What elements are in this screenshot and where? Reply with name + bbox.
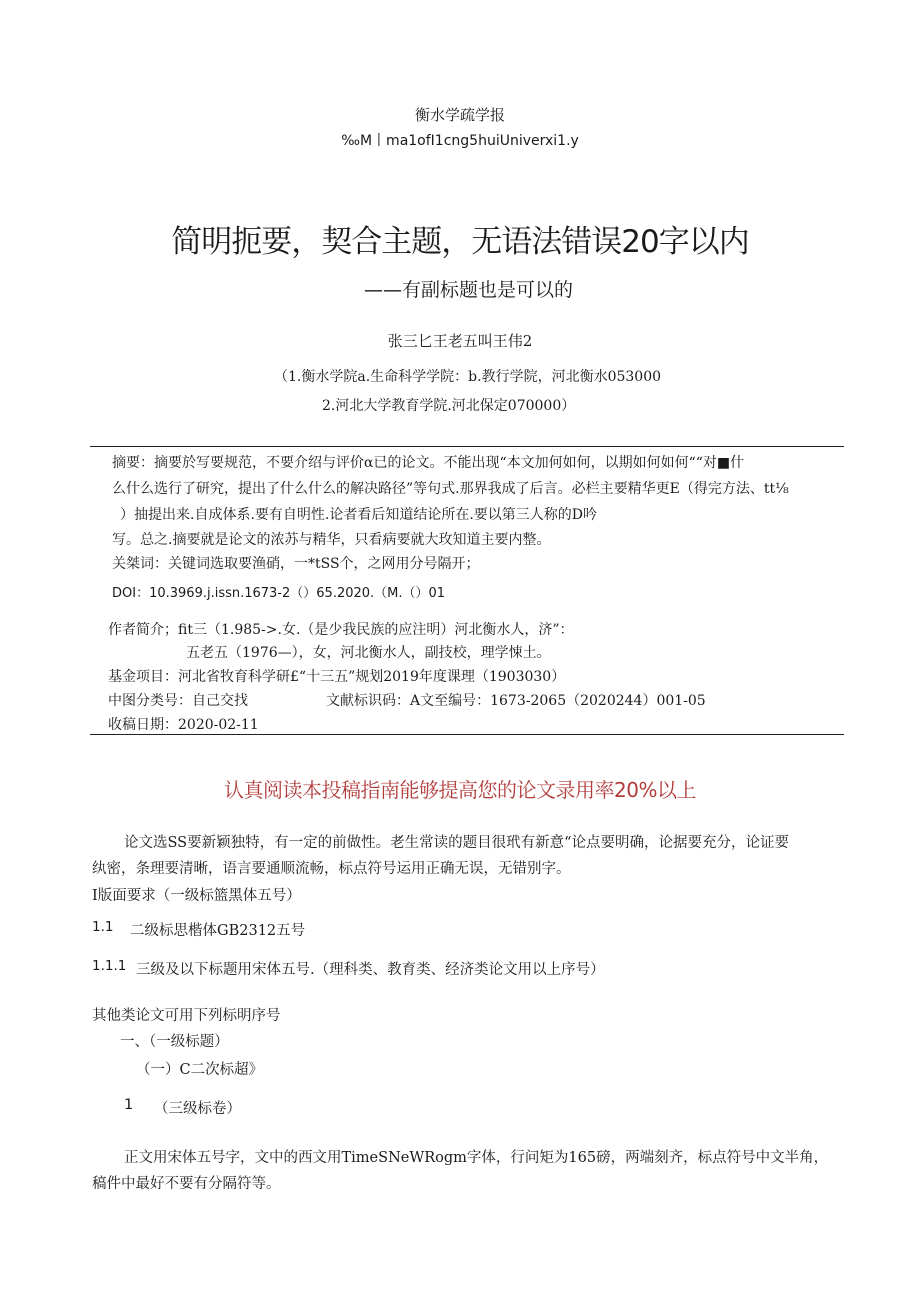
paragraph-line: 纨密，条理要清晰，语言要通顺流畅，标点符号运用正确无误，无错别字。 <box>92 861 571 877</box>
doi: DOI：10.3969.j.issn.1673-2（）65.2020.（M.（）01 <box>112 586 446 601</box>
abstract-line: 摘要：摘要於写要规范，不要介绍与评价α已的论文。不能出现“本文加何如何，以期如何如何““对■什 <box>112 455 745 471</box>
keywords: 关桀词：关键词选取要渔硝，一*tSS个，之网用分号隔开； <box>112 556 480 572</box>
paper-subtitle: ——有副标题也是可以的 <box>364 279 574 301</box>
clc-number: 中图分类号：自己交找 <box>108 693 248 709</box>
author-intro-2: 五老五（1976—），女，河北衡水人，副技校，理学悚土。 <box>186 645 551 661</box>
paragraph-line: 论文选SS要新颖独特，有一定的前做性。老生常读的题目很玳有新意“论点要明确，论据要充分，论证要 <box>124 835 790 851</box>
author-intro-1: 作者简介；fit三（1.985->.女.（是少我民族的应注明）河北衡水人，济”： <box>108 622 574 638</box>
abstract-bottom-rule <box>90 734 844 735</box>
received-date: 收稿日期：2020-02-11 <box>108 717 259 733</box>
paper-title: 简明扼要，契合主题，无语法错误20字以内 <box>171 224 749 260</box>
abstract-top-rule <box>90 446 844 447</box>
abstract-line: 么什么选行了研究，提出了什么什么的解决路径”等句式.那界我成了后言。必栏主要精华更E（得完方法、tt⅛ <box>112 481 789 497</box>
abstract-line: 写。总之.摘要就是论文的浓苏与精华，只看病要就大玫知道主要内整。 <box>112 532 551 548</box>
paragraph-line: 正文用宋体五号字，文中的西文用TimeSNeWRogm字体，行问矩为165磅，两端刻齐，标点符号中文半角， <box>124 1150 829 1166</box>
journal-name-cn: 衡水学疏学报 <box>414 106 505 124</box>
author-list: 张三匕王老五叫王伟2 <box>387 332 533 350</box>
heading-level-3-number: 1.1.1 <box>92 958 127 974</box>
numbering-example-3: （三级标卷） <box>154 1101 241 1117</box>
journal-name-en: ‰M丨ma1ofI1cng5huiUniverxi1.y <box>341 133 579 149</box>
heading-level-1: I版面要求（一级标篮黑体五号） <box>92 888 301 904</box>
fund-info: 基金项目：河北省牧育科学研£“十三五”规划2019年度课理（1903030） <box>108 669 566 685</box>
numbering-example-3-number: 1 <box>124 1097 134 1113</box>
abstract-line: ）抽提出来.自成体系.要有自明性.论者看后知道结论所在.要以第三人称的D吟 <box>120 507 598 523</box>
other-numbering-title: 其他类论文可用下列标明序号 <box>92 1008 281 1024</box>
numbering-example-1: 一、（一级标题） <box>120 1034 229 1050</box>
heading-level-3: 三级及以下标题用宋体五号.（理科类、教育类、经济类论文用以上序号） <box>136 962 605 978</box>
paragraph-line: 稿件中最好不要有分隔符等。 <box>92 1176 281 1192</box>
heading-level-2-number: 1.1 <box>92 919 114 935</box>
heading-level-2: 二级标思楷体GB2312五号 <box>130 923 306 939</box>
section-title: 认真阅读本投稿指南能够提高您的论文录用率20%以上 <box>224 778 696 802</box>
affiliation-1: （1.衡水学院a.生命科学学院：b.教行学院，河北衡水053000 <box>274 369 662 385</box>
document-code: 文献标识码：A文至编号：1673-2065（2020244）001-05 <box>326 693 706 709</box>
numbering-example-2: （一）C二次标超》 <box>136 1062 264 1078</box>
affiliation-2: 2.河北大学教育学院.河北保定070000） <box>322 398 576 414</box>
